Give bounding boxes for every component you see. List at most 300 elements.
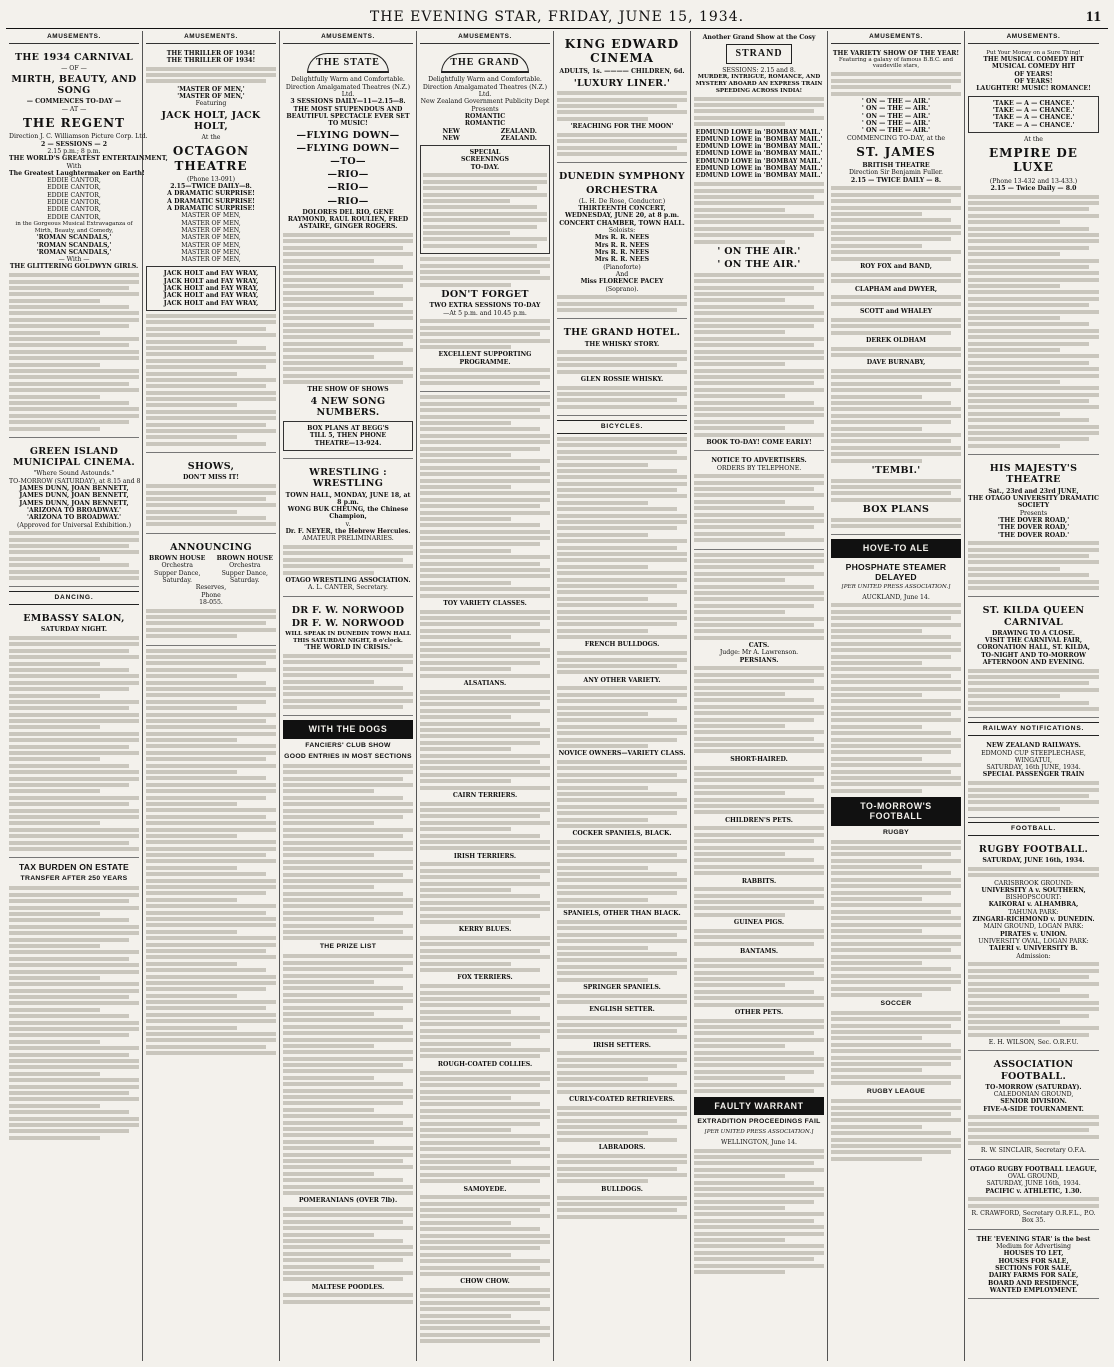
- strand-sessions: SESSIONS: 2.15 and 8.: [722, 67, 796, 75]
- thriller-line: THE THRILLER OF 1934!: [166, 56, 256, 64]
- symphony-conductor: (L. H. De Rose, Conductor.): [578, 197, 666, 205]
- special-screenings: [420, 145, 550, 254]
- box-line: BOX PLANS AT BEGG'S: [307, 425, 389, 433]
- empire-line: MUSICAL COMEDY HIT: [992, 63, 1075, 71]
- state-theatre-ad: [283, 47, 413, 460]
- text-block: [968, 781, 1099, 811]
- prize-list: [283, 1207, 413, 1281]
- stjames-title: ST. JAMES: [856, 144, 936, 159]
- lowe-line: EDMUND LOWE in 'BOMBAY MAIL.': [695, 128, 823, 136]
- breed-heading: BULLDOGS.: [601, 1185, 643, 1193]
- evening-star-ad: [968, 1233, 1099, 1300]
- breed-heading: SHORT-HAIRED.: [730, 755, 788, 763]
- soloist-line: Mrs R. R. NEES: [594, 241, 650, 249]
- green-island-tag: "Where Sound Astounds.": [33, 470, 115, 478]
- faulty-byline: [PER UNITED PRESS ASSOCIATION.]: [704, 1129, 814, 1136]
- state-line: —RIO—: [327, 195, 369, 207]
- dover-line: 'THE DOVER ROAD,': [997, 516, 1070, 524]
- notice-ad: [694, 454, 824, 549]
- league-ad: [968, 1163, 1099, 1230]
- prize-list: [694, 553, 824, 640]
- empire-logo: EMPIRE DE LUXE: [989, 146, 1078, 175]
- state-line: 3 SESSIONS DAILY—11—2.15—8.: [290, 98, 406, 106]
- text-block: [557, 133, 687, 156]
- norwood-name: DR F. W. NORWOOD: [291, 604, 405, 616]
- wrestling-prelim: AMATEUR PRELIMINARIES.: [302, 535, 394, 543]
- text-block: [694, 97, 824, 127]
- text-block: [694, 182, 824, 244]
- regent-line: 2.15 p.m.; 8 p.m.: [47, 147, 101, 155]
- master-line: MASTER OF MEN,: [181, 256, 241, 264]
- phosphate-dateline: AUCKLAND, June 14.: [862, 593, 930, 601]
- kilda-line: VISIT THE CARNIVAL FAIR,: [984, 637, 1083, 645]
- ground: TAHUNA PARK:: [1008, 908, 1059, 916]
- football-headline: TO-MORROW'S FOOTBALL: [831, 797, 961, 826]
- strand-ad: [694, 31, 824, 451]
- grand-line: New Zealand Government Publicity Dept Presents: [420, 98, 550, 113]
- text-block: [283, 233, 413, 384]
- star-sub: Medium for Advertising: [996, 1243, 1071, 1251]
- text-block: [831, 369, 961, 462]
- act-name: DEREK OLDHAM: [865, 336, 927, 344]
- football-league: RUGBY LEAGUE: [866, 1088, 926, 1096]
- stjames-dir: Direction Sir Benjamin Fuller.: [848, 169, 944, 177]
- league-title: OTAGO RUGBY FOOTBALL LEAGUE,: [970, 1165, 1097, 1173]
- text-block: [146, 67, 276, 84]
- article-body: [9, 886, 139, 1139]
- wrestling-sec: A. L. CANTER, Secretary.: [307, 584, 389, 592]
- prize-list: [420, 1195, 550, 1276]
- star-title: THE 'EVENING STAR' is the best: [976, 1235, 1091, 1243]
- announcing-left: Saturday.: [162, 577, 193, 584]
- wrestling-v: v.: [345, 520, 351, 528]
- hotel-whisky: GLEN ROSSIE WHISKY.: [580, 375, 664, 383]
- on-the-air: ' ON THE AIR.': [717, 246, 801, 258]
- act-name: DAVE BURNABY,: [866, 359, 926, 367]
- regent-line: 'ROMAN SCANDALS,': [36, 234, 112, 242]
- rugby-title: RUGBY FOOTBALL.: [978, 843, 1089, 855]
- state-line: —FLYING DOWN—: [296, 129, 400, 141]
- variety-line: Featuring a galaxy of famous B.B.C. and vaudeville stars,: [838, 56, 954, 70]
- regent-line: EDDIE CANTOR,: [47, 199, 101, 207]
- special-line: TO-DAY.: [470, 163, 500, 171]
- announcing-right: BROWN HOUSE: [216, 555, 273, 563]
- symphony-venue: CONCERT CHAMBER, TOWN HALL.: [559, 219, 685, 227]
- section-heading-football: FOOTBALL.: [968, 822, 1099, 836]
- announcing-right: Supper Dance,: [221, 569, 269, 577]
- soloist-line: Mrs R. R. NEES: [594, 256, 650, 264]
- hotel-sub: THE WHISKY STORY.: [584, 340, 660, 348]
- box-plans: BOX PLANS: [862, 504, 930, 516]
- association-ad: [968, 1054, 1099, 1159]
- league-match: PACIFIC v. ATHLETIC, 1.30.: [985, 1187, 1082, 1195]
- text-block: [968, 1197, 1099, 1207]
- breed-heading: SAMOYEDE.: [463, 1185, 507, 1193]
- master-line: MASTER OF MEN,: [181, 234, 241, 242]
- railway-special: SPECIAL PASSENGER TRAIN: [982, 771, 1085, 779]
- prize-list: [557, 651, 687, 674]
- pair-line: JACK HOLT and FAY WRAY,: [163, 299, 259, 307]
- master-line: MASTER OF MEN,: [181, 248, 241, 256]
- soloist-line: Mrs R. R. NEES: [594, 249, 650, 257]
- chance-line: 'TAKE — A — CHANCE.': [992, 99, 1075, 107]
- cats-judge: Judge: Mr A. Lawrenson.: [719, 649, 799, 657]
- symphony-ad: [557, 166, 687, 319]
- section-heading-bicycles: BICYCLES.: [557, 420, 687, 434]
- prize-list: [283, 1293, 413, 1303]
- norwood-name: DR F. W. NORWOOD: [291, 617, 405, 629]
- extra-times: —At 5 p.m. and 10.45 p.m.: [443, 309, 527, 317]
- prize-list: [557, 475, 687, 639]
- grand-line: ROMANTIC: [464, 120, 506, 128]
- lowe-line: EDMUND LOWE in 'BOMBAY MAIL.': [695, 143, 823, 151]
- breed-heading: ALSATIANS.: [463, 679, 507, 687]
- assoc-sub: TO-MORROW (SATURDAY).: [985, 1083, 1082, 1091]
- breed-heading: MALTESE POODLES.: [311, 1283, 385, 1291]
- regent-line: THE GLITTERING GOLDWYN GIRLS.: [9, 263, 139, 271]
- empire-laugh: LAUGHTER! MUSIC! ROMANCE!: [976, 85, 1091, 93]
- green-island-title: GREEN ISLAND MUNICIPAL CINEMA.: [13, 445, 135, 469]
- assoc-fivea: FIVE-A-SIDE TOURNAMENT.: [983, 1105, 1084, 1113]
- soloist-instrument: (Pianoforte): [603, 263, 641, 271]
- master-line: MASTER OF MEN,: [181, 212, 241, 220]
- soloist-line: Mrs R. R. NEES: [594, 234, 650, 242]
- text-block: [831, 479, 961, 502]
- railway-wingatui: WINGATUI,: [1014, 756, 1053, 764]
- article-body: [420, 395, 550, 597]
- text-block: [831, 186, 961, 260]
- empire-times: 2.15 — Twice Daily — 8.0: [990, 184, 1077, 192]
- act-name: ROY FOX and BAND,: [860, 263, 932, 271]
- song-numbers: 4 NEW SONG NUMBERS.: [310, 395, 386, 418]
- act-name: SCOTT and WHALEY: [860, 308, 932, 316]
- text-block: [831, 72, 961, 95]
- star-item: DAIRY FARMS FOR SALE,: [988, 1272, 1079, 1280]
- text-block: [557, 386, 687, 409]
- prize-list: [557, 760, 687, 828]
- nz-left: NEW: [442, 127, 460, 135]
- carnival-commences: — COMMENCES TO-DAY —: [26, 98, 122, 106]
- green-island-line: TO-MORROW (SATURDAY), at 8.15 and 8: [9, 477, 141, 485]
- symphony-title-2: ORCHESTRA: [586, 184, 658, 196]
- symphony-concert: THIRTEENTH CONCERT,: [578, 205, 666, 213]
- grand-logo: THE GRAND: [441, 53, 528, 74]
- nz-row: [420, 128, 550, 135]
- league-date: SATURDAY, JUNE 16th, 1934.: [986, 1180, 1081, 1188]
- article-body: [831, 840, 961, 997]
- wrestling-venue: TOWN HALL, MONDAY, JUNE 18, at 8 p.m.: [285, 491, 411, 506]
- regent-line: EDDIE CANTOR,: [47, 184, 101, 192]
- breed-heading: CAIRN TERRIERS.: [452, 791, 518, 799]
- breed-heading: ENGLISH SETTER.: [589, 1006, 655, 1014]
- column-heading: AMUSEMENTS.: [146, 31, 276, 44]
- column-heading: AMUSEMENTS.: [968, 31, 1099, 44]
- prize-list: [557, 840, 687, 908]
- state-line: Delightfully Warm and Comfortable.: [291, 76, 405, 84]
- column-4: [417, 31, 554, 1361]
- norwood-ad: [283, 600, 413, 717]
- notice-sub: ORDERS BY TELEPHONE.: [716, 464, 802, 472]
- empire-phone: (Phone 13-432 and 13-433.): [989, 177, 1078, 185]
- announcing-left: BROWN HOUSE: [149, 555, 206, 563]
- nz-left: NEW: [442, 134, 460, 142]
- green-island-line: JAMES DUNN, JOAN BENNETT,: [19, 484, 129, 492]
- thriller-line: THE THRILLER OF 1934!: [166, 49, 256, 57]
- prize-list: [420, 690, 550, 790]
- lowe-line: EDMUND LOWE in 'BOMBAY MAIL.': [695, 172, 823, 180]
- majesty-title: HIS MAJESTY'S THEATRE: [989, 463, 1078, 486]
- symphony-title: DUNEDIN SYMPHONY: [559, 171, 685, 183]
- regent-line: EDDIE CANTOR,: [47, 177, 101, 185]
- dogs-subhead-2: GOOD ENTRIES IN MOST SECTIONS: [284, 752, 412, 760]
- announcing-mid: 18-055.: [199, 598, 223, 606]
- article-body: [831, 1099, 961, 1161]
- prize-list: [694, 1019, 824, 1093]
- master-line: MASTER OF MEN,: [181, 226, 241, 234]
- kilda-title: ST. KILDA QUEEN CARNIVAL: [982, 605, 1085, 628]
- announcing-row: [146, 555, 276, 584]
- prize-list: [557, 920, 687, 982]
- text-block: [283, 545, 413, 575]
- breed-heading: FOX TERRIERS.: [457, 974, 513, 982]
- league-sec: R. CRAWFORD, Secretary O.R.F.L., P.O. Box 35.: [971, 1210, 1096, 1225]
- prize-list: [557, 1051, 687, 1093]
- assoc-ground: CALEDONIAN GROUND,: [993, 1091, 1074, 1099]
- master-line: MASTER OF MEN,: [181, 241, 241, 249]
- kilda-line: AFTERNOON AND EVENING.: [982, 658, 1085, 666]
- text-block: [146, 609, 276, 639]
- masthead-title: THE EVENING STAR, FRIDAY, JUNE 15, 1934.: [369, 9, 745, 25]
- pair-line: JACK HOLT and FAY WRAY,: [163, 277, 259, 285]
- lowe-line: EDMUND LOWE in 'BOMBAY MAIL.': [695, 150, 823, 158]
- tax-headline: TAX BURDEN ON ESTATE: [19, 862, 129, 873]
- lowe-line: EDMUND LOWE in 'BOMBAY MAIL.': [695, 165, 823, 173]
- text-block: [146, 484, 276, 526]
- prize-list: [557, 1154, 687, 1184]
- league-oval: OVAL GROUND,: [1007, 1173, 1060, 1180]
- regent-line: Direction J. C. Williamson Picture Corp. Ltd.: [9, 133, 148, 141]
- cinema-feature: 'LUXURY LINER.': [573, 77, 671, 89]
- fixture: KAIKORAI v. ALHAMBRA,: [988, 901, 1079, 909]
- embassy-title: EMBASSY SALON,: [23, 613, 125, 625]
- box-plans: [283, 421, 413, 451]
- prize-list: [420, 936, 550, 972]
- railway-edmond: EDMOND CUP STEEPLECHASE,: [981, 749, 1086, 757]
- text-block: [694, 474, 824, 542]
- text-block: [557, 295, 687, 312]
- variety-line: THE VARIETY SHOW OF THE YEAR!: [832, 49, 960, 57]
- dogs-headline: WITH THE DOGS: [283, 720, 413, 738]
- breed-heading: TOY VARIETY CLASSES.: [443, 599, 527, 607]
- norwood-topic: 'THE WORLD IN CRISIS.': [304, 644, 392, 652]
- majesty-date: Sat., 23rd and 23rd JUNE,: [988, 487, 1079, 495]
- breed-heading: NOVICE OWNERS—VARIETY CLASS.: [558, 750, 686, 758]
- show-of-shows: THE SHOW OF SHOWS: [307, 386, 389, 394]
- announcing-mid: Phone: [201, 591, 221, 599]
- symphony-date: WEDNESDAY, JUNE 20, at 8 p.m.: [564, 212, 680, 220]
- lowe-line: EDMUND LOWE in 'BOMBAY MAIL.': [695, 157, 823, 165]
- breed-heading: CURLY-COATED RETRIEVERS.: [569, 1096, 675, 1104]
- nz-right: ZEALAND.: [500, 134, 537, 142]
- column-heading: AMUSEMENTS.: [9, 31, 139, 44]
- prize-list: [420, 984, 550, 1058]
- ground: BISHOPSCOURT:: [1005, 894, 1062, 902]
- nz-row: [420, 135, 550, 142]
- column-7: [828, 31, 965, 1361]
- assoc-sec: R. W. SINCLAIR, Secretary O.F.A.: [980, 1147, 1087, 1155]
- cats-heading: CATS.: [748, 642, 770, 650]
- stjames-sub: BRITISH THEATRE: [862, 162, 930, 170]
- excellent-programme: EXCELLENT SUPPORTING PROGRAMME.: [438, 351, 532, 366]
- breed-heading: PERSIANS.: [739, 656, 779, 664]
- regent-line: The Greatest Laughtermaker on Earth!: [9, 169, 145, 177]
- shows-sub: DON'T MISS IT!: [183, 474, 239, 482]
- breed-heading: SPANIELS, OTHER THAN BLACK.: [563, 910, 681, 918]
- special-line: SPECIAL: [469, 149, 501, 157]
- breed-heading: IRISH SETTERS.: [593, 1041, 651, 1049]
- regent-line: EDDIE CANTOR,: [47, 206, 101, 214]
- grand-line: ROMANTIC: [464, 112, 506, 120]
- state-line: —TO—: [330, 155, 366, 167]
- text-block: [420, 257, 550, 287]
- variety-line: ' ON — THE — AIR.': [861, 119, 931, 127]
- masthead: [6, 6, 1108, 29]
- prize-list: [694, 666, 824, 753]
- prize-list: [420, 862, 550, 924]
- announcing-left: Orchestra: [161, 562, 193, 570]
- on-the-air: ' ON THE AIR.': [717, 259, 801, 271]
- text-block: [420, 319, 550, 349]
- tax-subhead: TRANSFER AFTER 250 YEARS: [20, 875, 128, 883]
- extra-sessions: TWO EXTRA SESSIONS TO-DAY: [429, 302, 541, 310]
- shows-ad: [146, 456, 276, 534]
- text-block: [557, 91, 687, 121]
- dogs-subhead: FANCIERS' CLUB SHOW: [305, 741, 391, 749]
- star-item: SECTIONS FOR SALE,: [995, 1264, 1072, 1272]
- his-majestys-ad: [968, 458, 1099, 597]
- prize-list: [557, 1016, 687, 1039]
- notice-title: NOTICE TO ADVERTISERS.: [711, 457, 807, 465]
- norwood-lecture: WILL SPEAK IN DUNEDIN TOWN HALL THIS SATURDAY NIGHT, 8 o'clock.: [285, 631, 411, 644]
- carnival-title: THE 1934 CARNIVAL: [14, 51, 134, 63]
- prize-list: [694, 958, 824, 1007]
- empire-at: At the: [1024, 135, 1043, 143]
- green-island-ad: [9, 441, 139, 587]
- pair-line: JACK HOLT and FAY WRAY,: [163, 292, 259, 300]
- state-line: THE MOST STUPENDOUS AND BEAUTIFUL SPECTACLE EVER SET TO MUSIC!: [286, 105, 410, 128]
- variety-line: ' ON — THE — AIR.': [861, 105, 931, 113]
- regent-name: THE REGENT: [22, 116, 125, 131]
- text-block: [283, 654, 413, 709]
- green-island-line: 'ARIZONA TO BROADWAY.': [26, 514, 122, 522]
- star-item: BOARD AND RESIDENCE,: [988, 1279, 1079, 1287]
- breed-heading: BANTAMS.: [739, 948, 778, 956]
- railway-nzr: NEW ZEALAND RAILWAYS.: [986, 742, 1081, 750]
- ground: MAIN GROUND, LOGAN PARK:: [983, 923, 1084, 931]
- special-line: SCREENINGS: [461, 156, 509, 164]
- breed-heading: RABBITS.: [741, 877, 777, 885]
- prize-list-heading: THE PRIZE LIST: [319, 943, 377, 951]
- text-block: [831, 518, 961, 528]
- regent-line: THE WORLD'S GREATEST ENTERTAINMENT,: [9, 155, 168, 163]
- octagon-name: OCTAGON THEATRE: [172, 144, 250, 173]
- octagon-line: A DRAMATIC SURPRISE!: [167, 197, 255, 205]
- breed-heading: ANY OTHER VARIETY.: [583, 676, 661, 684]
- octagon-times: 2.15—TWICE DAILY—8.: [170, 183, 252, 191]
- faulty-headline: FAULTY WARRANT: [694, 1097, 824, 1115]
- text-block: [557, 437, 687, 473]
- breed-heading: KERRY BLUES.: [458, 926, 512, 934]
- breed-heading: POMERANIANS (OVER 7lb).: [298, 1197, 398, 1205]
- octagon-featuring: Featuring: [195, 100, 227, 108]
- text-block: [968, 867, 1099, 877]
- admission: Admission:: [1016, 952, 1051, 960]
- football-soccer: SOCCER: [880, 999, 912, 1007]
- breed-heading: GUINEA PIGS.: [733, 919, 785, 927]
- announcing-left: Supper Dance,: [153, 569, 201, 577]
- regent-line: With: [66, 162, 82, 170]
- text-block: [423, 173, 547, 247]
- column-6: [691, 31, 828, 1361]
- column-5: [554, 31, 691, 1361]
- text-block: [831, 273, 961, 283]
- column-2: [143, 31, 280, 1361]
- embassy-ad: [9, 608, 139, 858]
- column-1: [6, 31, 168, 1361]
- pair-line: JACK HOLT and FAY WRAY,: [163, 285, 259, 293]
- tembi: 'TEMBI.': [871, 464, 921, 476]
- prize-list: [694, 929, 824, 946]
- strand-logo: STRAND: [726, 44, 791, 64]
- empire-line: OF YEARS!: [1014, 70, 1053, 78]
- carnival-at: — AT —: [61, 105, 87, 113]
- prize-list: [694, 766, 824, 815]
- prize-list: [557, 1196, 687, 1219]
- text-block: [9, 531, 139, 580]
- text-block: [831, 347, 961, 357]
- octagon-phone: (Phone 13-091): [186, 175, 236, 183]
- text-block: [146, 314, 276, 446]
- fixture: ZINGARI-RICHMOND v. DUNEDIN.: [972, 916, 1095, 924]
- book-today: BOOK TO-DAY! COME EARLY!: [706, 438, 812, 446]
- section-heading-dancing: DANCING.: [9, 591, 139, 605]
- column-heading: AMUSEMENTS.: [420, 31, 550, 44]
- green-island-line: (Approved for Universal Exhibition.): [16, 521, 132, 529]
- green-island-line: 'ARIZONA TO BROADWAY.': [26, 506, 122, 514]
- state-line: Direction Amalgamated Theatres (N.Z.) Ltd.: [285, 83, 411, 98]
- announcing-right: Saturday.: [229, 577, 260, 584]
- box-line: THEATRE—13-924.: [314, 439, 382, 447]
- chance-line: 'TAKE — A — CHANCE.': [992, 107, 1075, 115]
- regent-line: 'ROMAN SCANDALS,': [36, 248, 112, 256]
- stjames-times: 2.15 — TWICE DAILY — 8.: [850, 176, 942, 184]
- octagon-star: JACK HOLT, JACK HOLT,: [161, 109, 261, 132]
- kilda-line: DRAWING TO A CLOSE.: [991, 629, 1076, 637]
- dont-forget: DON'T FORGET: [441, 289, 529, 301]
- announcing-mid: Reserves,: [195, 584, 227, 592]
- jack-holt-box: [146, 266, 276, 311]
- star-item: HOUSES TO LET,: [1003, 1250, 1064, 1258]
- thriller-line: 'MASTER OF MEN,': [177, 93, 245, 101]
- article-body: [694, 1149, 824, 1274]
- symphony-soloists: Soloists:: [608, 227, 636, 235]
- faulty-subhead: EXTRADITION PROCEEDINGS FAIL: [697, 1118, 821, 1126]
- rugby-sec: E. H. WILSON, Sec. O.R.F.U.: [988, 1039, 1079, 1047]
- prize-list: [694, 887, 824, 917]
- state-line: —RIO—: [327, 182, 369, 194]
- octagon-line: A DRAMATIC SURPRISE!: [167, 204, 255, 212]
- fixture: PIRATES v. UNION.: [999, 930, 1068, 938]
